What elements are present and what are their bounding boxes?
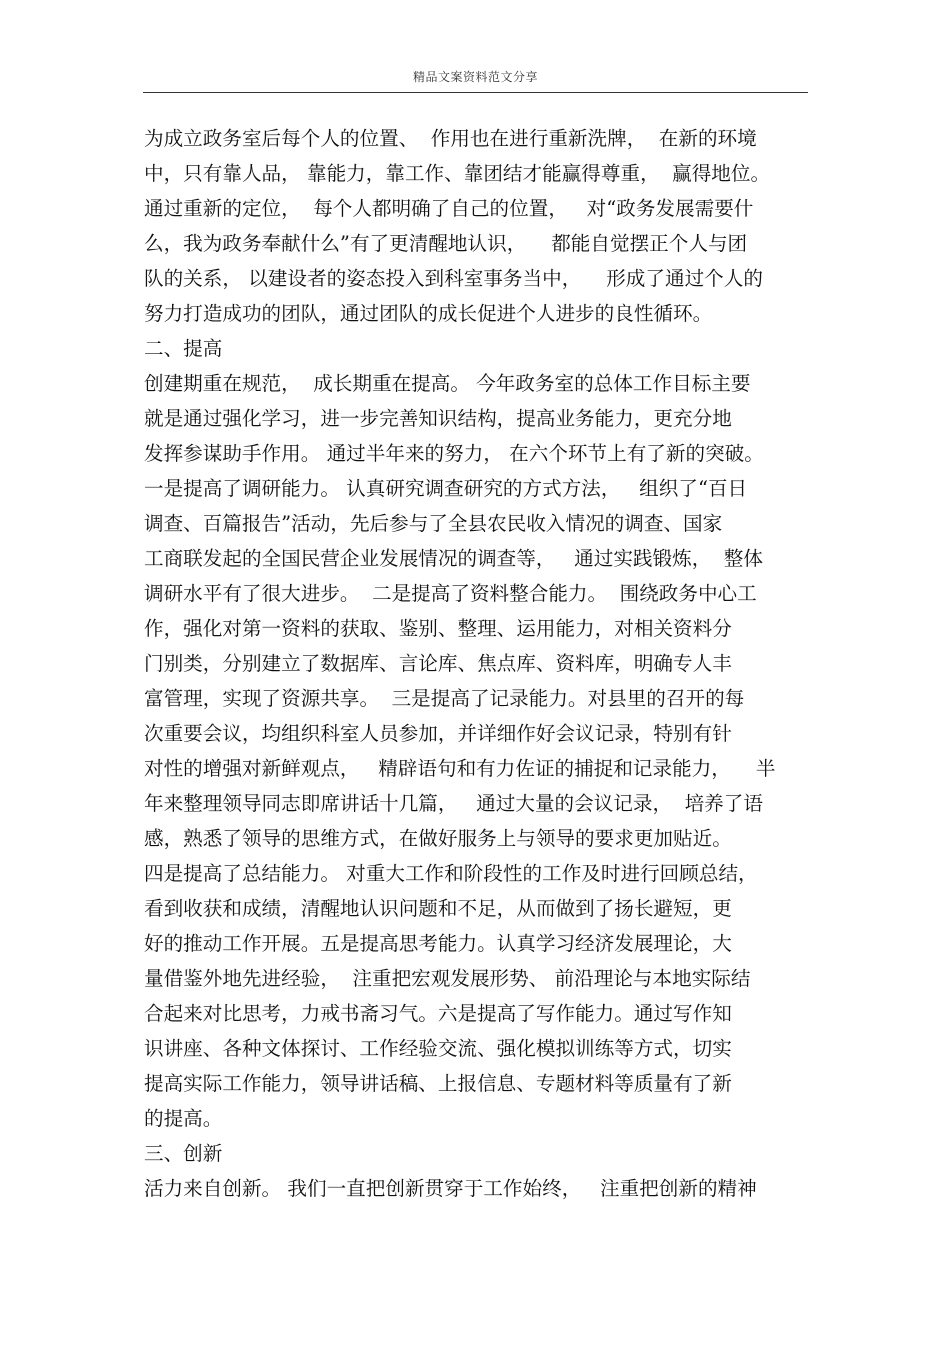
- header-title: 精品文案资料范文分享: [412, 70, 538, 84]
- page-header: [143, 66, 808, 93]
- section-heading: 三、创新: [144, 1142, 223, 1165]
- text-line: 就是通过强化学习，进一步完善知识结构，提高业务能力，更充分地: [144, 407, 732, 430]
- text-line: 门别类，分别建立了数据库、言论库、焦点库、资料库，明确专人丰: [144, 652, 732, 675]
- text-line: 合起来对比思考，力戒书斋习气。六是提高了写作能力。通过写作知: [144, 1002, 732, 1025]
- text-line: 队的关系， 以建设者的姿态投入到科室事务当中， 形成了通过个人的: [144, 267, 763, 290]
- text-line: 富管理，实现了资源共享。 三是提高了记录能力。对县里的召开的每: [144, 687, 745, 710]
- text-line: 活力来自创新。 我们一直把创新贯穿于工作始终， 注重把创新的精神: [144, 1177, 757, 1200]
- text-line: 调查、百篇报告”活动，先后参与了全县农民收入情况的调查、国家: [144, 512, 723, 535]
- text-line: 中，只有靠人品， 靠能力，靠工作、靠团结才能赢得尊重， 赢得地位。: [144, 162, 771, 185]
- text-line: 看到收获和成绩，清醒地认识问题和不足，从而做到了扬长避短，更: [144, 897, 732, 920]
- text-line: 感，熟悉了领导的思维方式，在做好服务上与领导的要求更加贴近。: [144, 827, 732, 850]
- text-line: 识讲座、各种文体探讨、工作经验交流、强化模拟训练等方式，切实: [144, 1037, 732, 1060]
- text-line: 工商联发起的全国民营企业发展情况的调查等， 通过实践锻炼， 整体: [144, 547, 763, 570]
- text-line: 一是提高了调研能力。 认真研究调查研究的方式方法， 组织了“百日: [144, 477, 748, 500]
- document-body: [144, 121, 824, 1206]
- text-line: 通过重新的定位， 每个人都明确了自己的位置， 对“政务发展需要什: [144, 197, 754, 220]
- text-line: 年来整理领导同志即席讲话十几篇， 通过大量的会议记录， 培养了语: [144, 792, 763, 815]
- text-line: 对性的增强对新鲜观点， 精辟语句和有力佐证的捕捉和记录能力， 半: [144, 757, 776, 780]
- text-line: 调研水平有了很大进步。 二是提高了资料整合能力。 围绕政务中心工: [144, 582, 757, 605]
- text-line: 为成立政务室后每个人的位置、 作用也在进行重新洗牌， 在新的环境: [144, 127, 757, 150]
- text-line: 好的推动工作开展。五是提高思考能力。认真学习经济发展理论，大: [144, 932, 732, 955]
- text-line: 次重要会议，均组织科室人员参加，并详细作好会议记录，特别有针: [144, 722, 732, 745]
- text-line: 四是提高了总结能力。 对重大工作和阶段性的工作及时进行回顾总结，: [144, 862, 758, 885]
- text-line: 提高实际工作能力，领导讲话稿、上报信息、专题材料等质量有了新: [144, 1072, 732, 1095]
- section-heading: 二、提高: [144, 337, 223, 360]
- text-line: 么，我为政务奉献什么”有了更清醒地认识， 都能自觉摆正个人与团: [144, 232, 748, 255]
- text-line: 努力打造成功的团队，通过团队的成长促进个人进步的良性循环。: [144, 302, 713, 325]
- text-line: 量借鉴外地先进经验， 注重把宏观发展形势、 前沿理论与本地实际结: [144, 967, 751, 990]
- text-line: 发挥参谋助手作用。 通过半年来的努力， 在六个环节上有了新的突破。: [144, 442, 764, 465]
- text-line: 的提高。: [144, 1107, 223, 1130]
- text-line: 创建期重在规范， 成长期重在提高。 今年政务室的总体工作目标主要: [144, 372, 751, 395]
- text-line: 作，强化对第一资料的获取、鉴别、整理、运用能力，对相关资料分: [144, 617, 732, 640]
